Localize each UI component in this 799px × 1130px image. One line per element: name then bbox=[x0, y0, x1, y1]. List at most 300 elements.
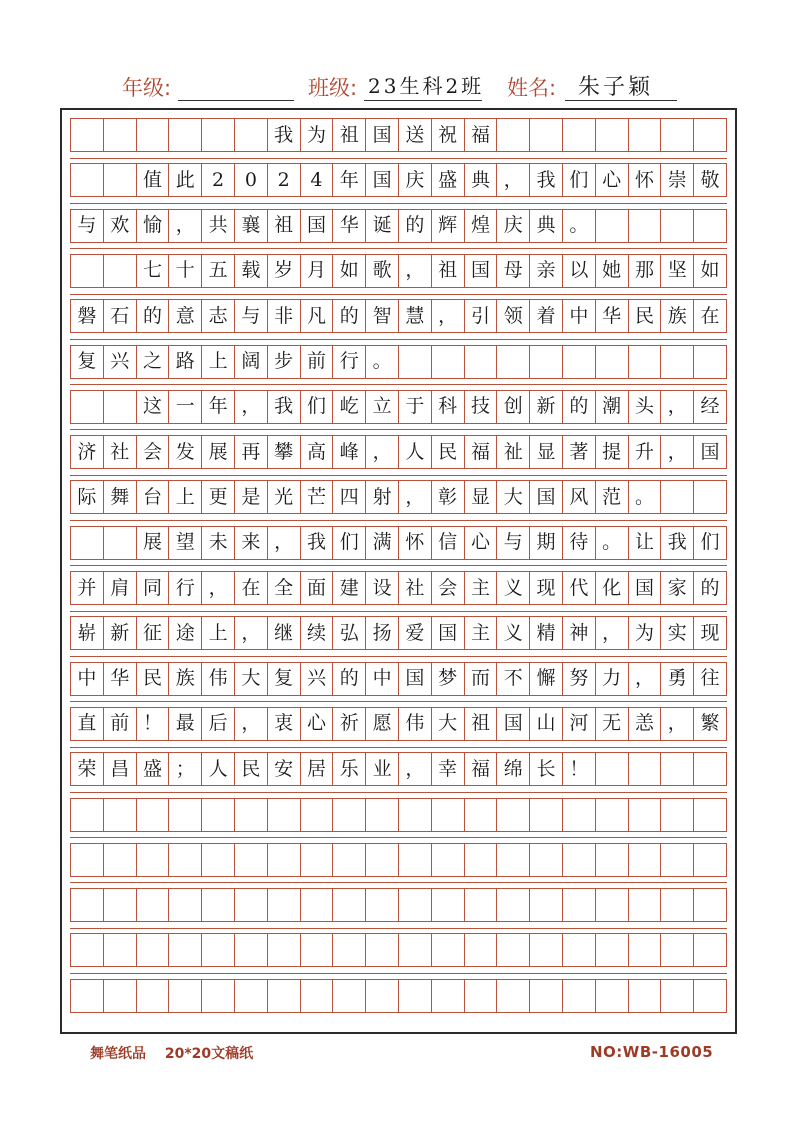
grid-cell: 一 bbox=[169, 391, 202, 423]
grid-cell: 代 bbox=[563, 572, 596, 604]
grid-cell: 居 bbox=[301, 753, 334, 785]
grid-cell: 不 bbox=[497, 663, 530, 695]
grid-cell: 敬 bbox=[700, 168, 720, 191]
class-value: 23生科2班 bbox=[368, 74, 485, 98]
grid-cell bbox=[301, 934, 334, 966]
grid-cell bbox=[596, 844, 629, 876]
grid-cell: 。 bbox=[596, 527, 629, 559]
grid-cell bbox=[497, 799, 530, 831]
grid-cell bbox=[399, 980, 432, 1012]
grid-cell: 民 bbox=[432, 436, 465, 468]
grid-cell bbox=[71, 889, 104, 921]
grid-cell: 欢 bbox=[104, 210, 137, 242]
grid-cell: 前 bbox=[301, 346, 334, 378]
grid-row bbox=[70, 526, 727, 560]
grid-cell: 肩 bbox=[104, 572, 137, 604]
grid-cell bbox=[235, 889, 268, 921]
grid-cell: 祈 bbox=[333, 708, 366, 740]
grid-cell: 复 bbox=[71, 346, 104, 378]
grid-cell bbox=[661, 934, 694, 966]
grid-cell: 共 bbox=[202, 210, 235, 242]
grid-row bbox=[70, 571, 727, 605]
grid-cell: 现 bbox=[700, 621, 720, 644]
grid-cell: 国 bbox=[465, 255, 498, 287]
grid-cell: 大 bbox=[497, 481, 530, 513]
grid-cell bbox=[661, 119, 694, 151]
grid-cell: 展 bbox=[137, 527, 170, 559]
grid-cell bbox=[333, 934, 366, 966]
grid-cell: 济 bbox=[71, 436, 104, 468]
grid-cell bbox=[596, 753, 629, 785]
grid-cell: 凡 bbox=[301, 300, 334, 332]
grid-cell: 山 bbox=[530, 708, 563, 740]
grid-cell bbox=[497, 934, 530, 966]
grid-cell: ！ bbox=[137, 708, 170, 740]
grid-cell: 乐 bbox=[333, 753, 366, 785]
row-gap-line bbox=[70, 475, 727, 476]
row-gap-line bbox=[70, 973, 727, 974]
grid-cell: 心 bbox=[596, 164, 629, 196]
grid-cell: 我 bbox=[530, 164, 563, 196]
grid-cell: 心 bbox=[301, 708, 334, 740]
grid-cell bbox=[169, 889, 202, 921]
grid-cell: 们 bbox=[700, 531, 720, 554]
grid-cell: ， bbox=[661, 391, 694, 423]
grid-cell: 四 bbox=[333, 481, 366, 513]
grid-cell bbox=[366, 799, 399, 831]
grid-cell: 新 bbox=[104, 617, 137, 649]
grid-cell: 满 bbox=[366, 527, 399, 559]
grid-cell: 上 bbox=[202, 346, 235, 378]
grid-cell: 那 bbox=[629, 255, 662, 287]
grid-cell: ， bbox=[202, 572, 235, 604]
grid-cell: 民 bbox=[137, 663, 170, 695]
grid-cell bbox=[169, 844, 202, 876]
grid-cell bbox=[202, 934, 235, 966]
grid-cell: 们 bbox=[563, 164, 596, 196]
row-gap-line bbox=[70, 882, 727, 883]
grid-row bbox=[70, 209, 727, 243]
grid-cell: 磐 bbox=[71, 300, 104, 332]
grid-cell: ， bbox=[399, 255, 432, 287]
grid-cell: ， bbox=[629, 663, 662, 695]
form-header bbox=[0, 72, 799, 106]
grid-cell: 伟 bbox=[399, 708, 432, 740]
grid-cell: 意 bbox=[169, 300, 202, 332]
grid-cell: 中 bbox=[366, 663, 399, 695]
grid-cell bbox=[169, 980, 202, 1012]
grid-cell bbox=[596, 799, 629, 831]
grid-cell bbox=[366, 889, 399, 921]
grid-cell: 全 bbox=[268, 572, 301, 604]
grid-cell: 十 bbox=[169, 255, 202, 287]
grid-cell: 人 bbox=[399, 436, 432, 468]
grid-cell bbox=[235, 980, 268, 1012]
grid-cell bbox=[629, 980, 662, 1012]
grid-cell: 国 bbox=[497, 708, 530, 740]
grid-cell bbox=[137, 799, 170, 831]
grid-cell: 我 bbox=[268, 119, 301, 151]
grid-row bbox=[70, 752, 727, 786]
grid-cell: 此 bbox=[169, 164, 202, 196]
grid-cell: 诞 bbox=[366, 210, 399, 242]
grid-cell bbox=[235, 799, 268, 831]
grid-cell: 范 bbox=[596, 481, 629, 513]
grid-cell: 立 bbox=[366, 391, 399, 423]
grid-cell: 创 bbox=[497, 391, 530, 423]
grid-cell: 4 bbox=[301, 164, 334, 196]
grid-cell bbox=[104, 889, 137, 921]
grid-cell bbox=[71, 844, 104, 876]
grid-cell: ； bbox=[169, 753, 202, 785]
grid-cell: 懈 bbox=[530, 663, 563, 695]
grid-cell bbox=[530, 844, 563, 876]
grid-cell bbox=[629, 119, 662, 151]
grid-cell: 途 bbox=[169, 617, 202, 649]
grid-cell: 直 bbox=[71, 708, 104, 740]
grid-cell: 屹 bbox=[333, 391, 366, 423]
grid-cell: 恙 bbox=[629, 708, 662, 740]
grid-cell bbox=[137, 980, 170, 1012]
grid-cell: 面 bbox=[301, 572, 334, 604]
grid-cell: 勇 bbox=[661, 663, 694, 695]
grid-cell: ， bbox=[169, 210, 202, 242]
grid-cell bbox=[137, 934, 170, 966]
grid-cell: 福 bbox=[465, 753, 498, 785]
grid-cell bbox=[301, 799, 334, 831]
grid-cell: 与 bbox=[497, 527, 530, 559]
grid-cell bbox=[71, 799, 104, 831]
grid-cell bbox=[563, 844, 596, 876]
grid-cell bbox=[137, 889, 170, 921]
grid-cell: 国 bbox=[432, 617, 465, 649]
grid-cell bbox=[563, 889, 596, 921]
grid-cell: 庆 bbox=[399, 164, 432, 196]
grid-cell: ， bbox=[399, 753, 432, 785]
grid-cell: 精 bbox=[530, 617, 563, 649]
brand-name: 舞笔纸品 bbox=[90, 1046, 146, 1062]
grid-cell: 攀 bbox=[268, 436, 301, 468]
grid-cell bbox=[399, 346, 432, 378]
grid-cell: 如 bbox=[700, 259, 720, 282]
grid-cell bbox=[629, 889, 662, 921]
grid-cell: ， bbox=[596, 617, 629, 649]
grid-cell: 路 bbox=[169, 346, 202, 378]
grid-cell: 舞 bbox=[104, 481, 137, 513]
grid-cell: 更 bbox=[202, 481, 235, 513]
grid-cell: 现 bbox=[530, 572, 563, 604]
grid-cell bbox=[169, 934, 202, 966]
grid-cell bbox=[399, 934, 432, 966]
grid-cell: 祖 bbox=[465, 708, 498, 740]
grid-cell bbox=[563, 799, 596, 831]
grid-cell bbox=[366, 934, 399, 966]
grid-cell: 。 bbox=[366, 346, 399, 378]
row-gap-line bbox=[70, 701, 727, 702]
grid-row bbox=[70, 707, 727, 741]
grid-cell bbox=[596, 119, 629, 151]
grid-cell bbox=[268, 934, 301, 966]
grid-cell: 五 bbox=[202, 255, 235, 287]
grid-cell: 征 bbox=[137, 617, 170, 649]
grid-cell: 繁 bbox=[700, 712, 720, 735]
grid-cell: 母 bbox=[497, 255, 530, 287]
grade-label: 年级: bbox=[122, 76, 172, 100]
grid-cell: 的 bbox=[137, 300, 170, 332]
grid-cell: 送 bbox=[399, 119, 432, 151]
grid-cell: 努 bbox=[563, 663, 596, 695]
grade-field-line bbox=[178, 100, 294, 101]
grid-cell: 未 bbox=[202, 527, 235, 559]
grid-cell: 是 bbox=[235, 481, 268, 513]
grid-cell: 愿 bbox=[366, 708, 399, 740]
row-gap-line bbox=[70, 339, 727, 340]
grid-cell: 非 bbox=[268, 300, 301, 332]
serial-number: NO:WB-16005 bbox=[590, 1043, 714, 1061]
grid-cell: 辉 bbox=[432, 210, 465, 242]
grid-cell bbox=[104, 844, 137, 876]
grid-cell: 怀 bbox=[399, 527, 432, 559]
grid-cell: 祖 bbox=[333, 119, 366, 151]
grid-cell: 射 bbox=[366, 481, 399, 513]
grid-cell: 阔 bbox=[235, 346, 268, 378]
grid-cell bbox=[104, 527, 137, 559]
grid-cell: 在 bbox=[700, 304, 720, 327]
grid-cell bbox=[497, 980, 530, 1012]
grid-cell bbox=[71, 934, 104, 966]
grid-cell: 显 bbox=[530, 436, 563, 468]
row-gap-line bbox=[70, 429, 727, 430]
grid-cell bbox=[596, 346, 629, 378]
grid-cell: 华 bbox=[333, 210, 366, 242]
grid-cell bbox=[432, 844, 465, 876]
grid-row bbox=[70, 798, 727, 832]
grid-cell: 崭 bbox=[71, 617, 104, 649]
grid-cell: 典 bbox=[530, 210, 563, 242]
grid-cell bbox=[104, 164, 137, 196]
grid-cell bbox=[202, 119, 235, 151]
grid-cell bbox=[530, 346, 563, 378]
grid-cell: 让 bbox=[629, 527, 662, 559]
grid-cell: 七 bbox=[137, 255, 170, 287]
grid-cell bbox=[137, 119, 170, 151]
grid-cell: 怀 bbox=[629, 164, 662, 196]
grid-cell: 弘 bbox=[333, 617, 366, 649]
grid-cell: 的 bbox=[563, 391, 596, 423]
grid-cell: 神 bbox=[563, 617, 596, 649]
grid-cell: 而 bbox=[465, 663, 498, 695]
grid-cell: 芒 bbox=[301, 481, 334, 513]
grid-cell bbox=[432, 980, 465, 1012]
grid-cell: 。 bbox=[629, 481, 662, 513]
grid-cell: 望 bbox=[169, 527, 202, 559]
grid-cell bbox=[497, 844, 530, 876]
grid-cell: 社 bbox=[104, 436, 137, 468]
grid-cell: 典 bbox=[465, 164, 498, 196]
grid-cell bbox=[497, 346, 530, 378]
name-label: 姓名: bbox=[507, 76, 557, 100]
row-gap-line bbox=[70, 248, 727, 249]
grid-cell: 2 bbox=[202, 164, 235, 196]
grid-row bbox=[70, 435, 727, 469]
grid-cell: 续 bbox=[301, 617, 334, 649]
grid-cell bbox=[301, 844, 334, 876]
class-field-line bbox=[364, 100, 482, 101]
grid-cell: 福 bbox=[465, 436, 498, 468]
grid-cell: 祝 bbox=[432, 119, 465, 151]
grid-cell bbox=[629, 753, 662, 785]
grid-cell bbox=[432, 934, 465, 966]
grid-cell bbox=[694, 980, 726, 1012]
grid-cell bbox=[71, 164, 104, 196]
grid-cell: 光 bbox=[268, 481, 301, 513]
grid-cell: 提 bbox=[596, 436, 629, 468]
grid-cell bbox=[596, 980, 629, 1012]
grid-cell: 大 bbox=[235, 663, 268, 695]
grid-cell: 之 bbox=[137, 346, 170, 378]
grid-cell: 同 bbox=[137, 572, 170, 604]
grid-cell: 着 bbox=[530, 300, 563, 332]
grid-cell: 后 bbox=[202, 708, 235, 740]
grid-cell: 绵 bbox=[497, 753, 530, 785]
grid-cell bbox=[629, 934, 662, 966]
grid-cell bbox=[202, 844, 235, 876]
grid-cell: ， bbox=[497, 164, 530, 196]
row-gap-line bbox=[70, 747, 727, 748]
grid-cell: ， bbox=[235, 391, 268, 423]
grid-cell: 月 bbox=[301, 255, 334, 287]
grid-cell: 国 bbox=[530, 481, 563, 513]
grid-row bbox=[70, 163, 727, 197]
grid-row bbox=[70, 662, 727, 696]
grid-cell: 中 bbox=[563, 300, 596, 332]
grid-cell: 家 bbox=[661, 572, 694, 604]
grid-cell: 社 bbox=[399, 572, 432, 604]
grid-cell: 设 bbox=[366, 572, 399, 604]
grid-cell bbox=[694, 799, 726, 831]
paper-type: 20*20文稿纸 bbox=[164, 1046, 254, 1062]
grid-cell bbox=[432, 346, 465, 378]
grid-cell: 上 bbox=[202, 617, 235, 649]
grid-cell bbox=[268, 889, 301, 921]
grid-cell: 安 bbox=[268, 753, 301, 785]
grid-cell bbox=[104, 255, 137, 287]
grid-cell: ， bbox=[432, 300, 465, 332]
grid-cell: 发 bbox=[169, 436, 202, 468]
footer-brand-block bbox=[90, 1043, 267, 1063]
title-row bbox=[70, 118, 727, 152]
grid-row bbox=[70, 888, 727, 922]
grid-cell bbox=[399, 799, 432, 831]
grid-row bbox=[70, 616, 727, 650]
grid-cell bbox=[399, 844, 432, 876]
grid-cell: 兴 bbox=[301, 663, 334, 695]
grid-cell: 为 bbox=[301, 119, 334, 151]
grid-cell bbox=[71, 119, 104, 151]
grid-cell bbox=[530, 980, 563, 1012]
grid-cell bbox=[169, 119, 202, 151]
grid-cell: 襄 bbox=[235, 210, 268, 242]
grid-cell: 扬 bbox=[366, 617, 399, 649]
grid-cell: 如 bbox=[333, 255, 366, 287]
grid-cell: ， bbox=[661, 436, 694, 468]
grid-cell: 她 bbox=[596, 255, 629, 287]
row-gap-line bbox=[70, 565, 727, 566]
grid-cell: ， bbox=[661, 708, 694, 740]
grid-cell bbox=[71, 391, 104, 423]
grid-cell: 石 bbox=[104, 300, 137, 332]
grid-cell: 亲 bbox=[530, 255, 563, 287]
row-gap-line bbox=[70, 928, 727, 929]
grid-cell: 经 bbox=[700, 395, 720, 418]
grid-cell bbox=[268, 980, 301, 1012]
grid-cell bbox=[399, 889, 432, 921]
grid-cell: 坚 bbox=[661, 255, 694, 287]
grid-cell: 的 bbox=[333, 300, 366, 332]
grid-cell bbox=[530, 119, 563, 151]
grid-cell bbox=[71, 527, 104, 559]
grid-cell: ， bbox=[399, 481, 432, 513]
grid-cell: 人 bbox=[202, 753, 235, 785]
grid-cell bbox=[530, 799, 563, 831]
grid-cell: 新 bbox=[530, 391, 563, 423]
grid-cell: 业 bbox=[366, 753, 399, 785]
grid-cell: 国 bbox=[629, 572, 662, 604]
grid-cell: 心 bbox=[465, 527, 498, 559]
grid-cell bbox=[694, 889, 726, 921]
grid-cell: 与 bbox=[235, 300, 268, 332]
grid-cell bbox=[465, 934, 498, 966]
grid-cell: 期 bbox=[530, 527, 563, 559]
grid-cell: 来 bbox=[235, 527, 268, 559]
grid-cell: 峰 bbox=[333, 436, 366, 468]
grid-cell bbox=[104, 391, 137, 423]
grid-cell: 智 bbox=[366, 300, 399, 332]
grid-cell: 行 bbox=[169, 572, 202, 604]
grid-cell: 彰 bbox=[432, 481, 465, 513]
grid-cell bbox=[465, 980, 498, 1012]
grid-cell: 国 bbox=[399, 663, 432, 695]
grid-cell: 领 bbox=[497, 300, 530, 332]
grid-cell bbox=[202, 889, 235, 921]
grid-cell: 会 bbox=[432, 572, 465, 604]
grid-cell: 会 bbox=[137, 436, 170, 468]
grid-cell: 煌 bbox=[465, 210, 498, 242]
grid-cell bbox=[694, 934, 726, 966]
grid-cell: 最 bbox=[169, 708, 202, 740]
grid-cell bbox=[563, 934, 596, 966]
grid-cell: 在 bbox=[235, 572, 268, 604]
grid-cell bbox=[301, 980, 334, 1012]
grid-cell: 幸 bbox=[432, 753, 465, 785]
grid-cell bbox=[596, 889, 629, 921]
grid-cell bbox=[137, 844, 170, 876]
grid-cell: 华 bbox=[104, 663, 137, 695]
grid-cell: 待 bbox=[563, 527, 596, 559]
grid-cell: 爱 bbox=[399, 617, 432, 649]
grid-cell: 台 bbox=[137, 481, 170, 513]
grid-cell: 我 bbox=[301, 527, 334, 559]
grid-cell bbox=[333, 980, 366, 1012]
grid-cell: 著 bbox=[563, 436, 596, 468]
grid-cell: 祖 bbox=[268, 210, 301, 242]
grid-cell: 为 bbox=[629, 617, 662, 649]
grid-cell: 载 bbox=[235, 255, 268, 287]
grid-cell: 义 bbox=[497, 572, 530, 604]
grid-cell: 族 bbox=[661, 300, 694, 332]
grid-row bbox=[70, 480, 727, 514]
grid-row bbox=[70, 345, 727, 379]
